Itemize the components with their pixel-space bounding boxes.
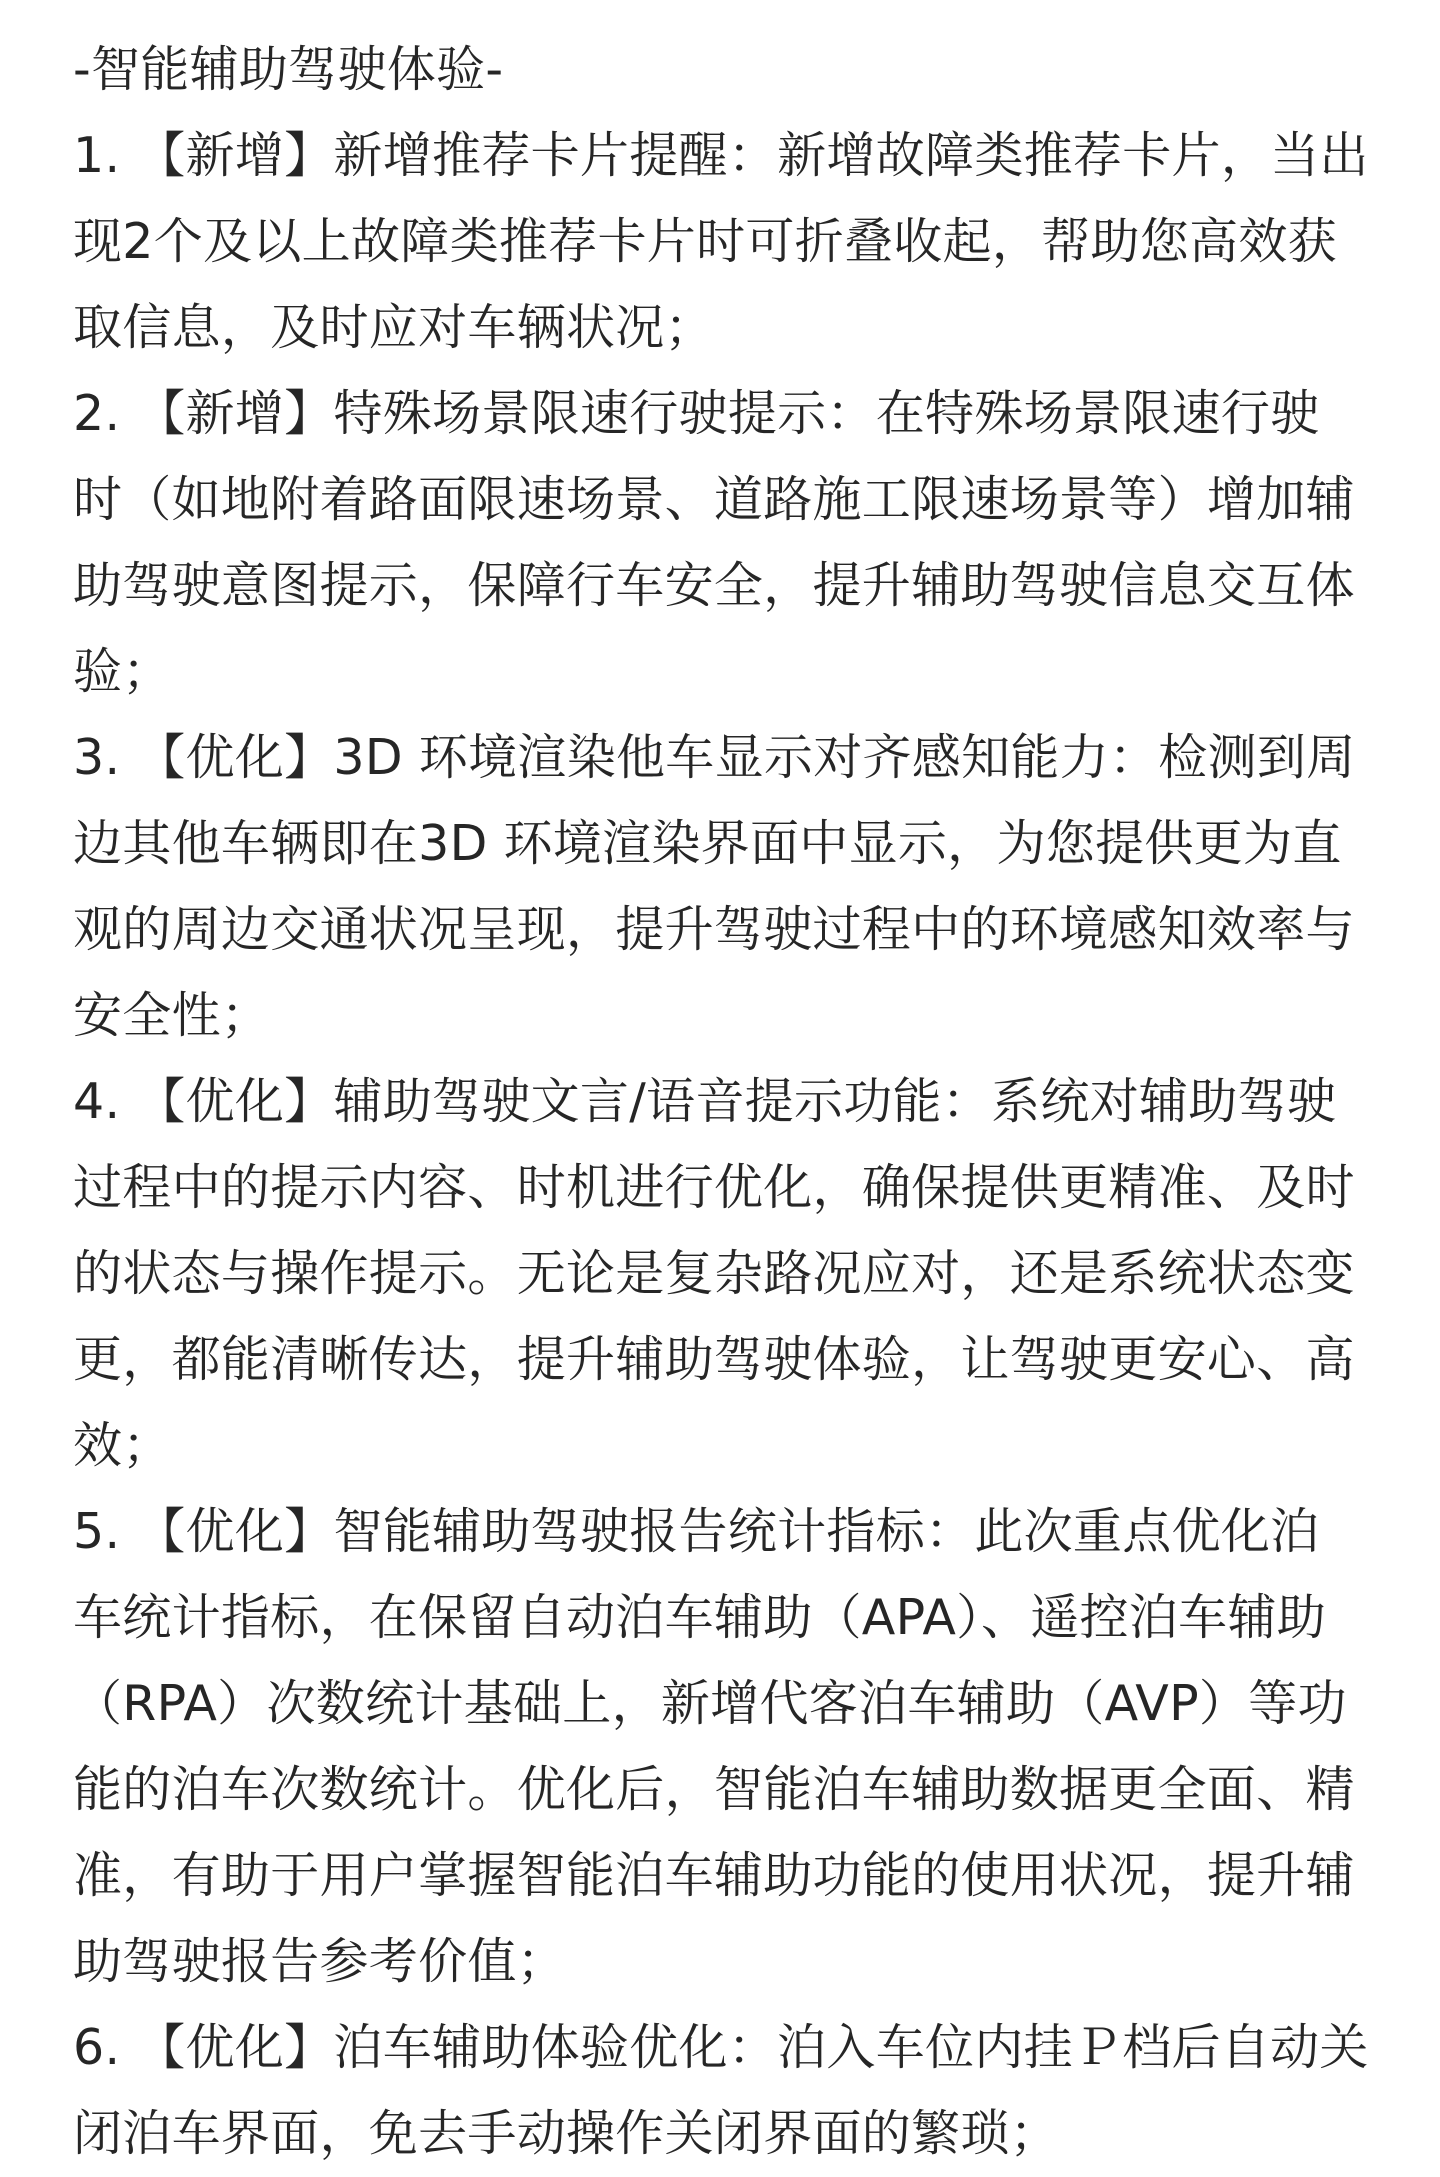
text-line: 取信息，及时应对车辆状况；	[73, 299, 714, 356]
text-line: 现2个及以上故障类推荐卡片时可折叠收起，帮助您高效获	[73, 213, 1337, 270]
text-line: 5. 【优化】智能辅助驾驶报告统计指标：此次重点优化泊	[73, 1503, 1320, 1560]
text-line: 更，都能清晰传达，提升辅助驾驶体验，让驾驶更安心、高	[73, 1331, 1355, 1388]
text-line: 3. 【优化】3D 环境渲染他车显示对齐感知能力：检测到周	[73, 729, 1356, 786]
text-body	[73, 27, 1383, 2177]
text-line: 安全性；	[73, 987, 271, 1044]
text-line: 1. 【新增】新增推荐卡片提醒：新增故障类推荐卡片，当出	[73, 127, 1369, 184]
text-line: 验；	[73, 643, 172, 700]
section-heading: -智能辅助驾驶体验-	[73, 41, 504, 98]
text-line: 助驾驶意图提示，保障行车安全，提升辅助驾驶信息交互体	[73, 557, 1355, 614]
text-line: 边其他车辆即在3D 环境渲染界面中显示，为您提供更为直	[73, 815, 1342, 872]
text-line: 时（如地附着路面限速场景、道路施工限速场景等）增加辅	[73, 471, 1355, 528]
text-line: 2. 【新增】特殊场景限速行驶提示：在特殊场景限速行驶	[73, 385, 1320, 442]
text-line: 过程中的提示内容、时机进行优化，确保提供更精准、及时	[73, 1159, 1355, 1216]
text-line: 4. 【优化】辅助驾驶文言/语音提示功能：系统对辅助驾驶	[73, 1073, 1337, 1130]
text-line: 能的泊车次数统计。优化后，智能泊车辅助数据更全面、精	[73, 1761, 1355, 1818]
text-line: 观的周边交通状况呈现，提升驾驶过程中的环境感知效率与	[73, 901, 1355, 958]
text-line: 效；	[73, 1417, 172, 1474]
text-line: （RPA）次数统计基础上，新增代客泊车辅助（AVP）等功	[73, 1675, 1347, 1732]
text-line: 车统计指标，在保留自动泊车辅助（APA）、遥控泊车辅助	[73, 1589, 1327, 1646]
text-line: 的状态与操作提示。无论是复杂路况应对，还是系统状态变	[73, 1245, 1355, 1302]
text-line: 闭泊车界面，免去手动操作关闭界面的繁琐；	[73, 2105, 1060, 2162]
text-line: 准，有助于用户掌握智能泊车辅助功能的使用状况，提升辅	[73, 1847, 1355, 1904]
text-line: 6. 【优化】泊车辅助体验优化：泊入车位内挂Ｐ档后自动关	[73, 2019, 1369, 2076]
text-line: 助驾驶报告参考价值；	[73, 1933, 567, 1990]
